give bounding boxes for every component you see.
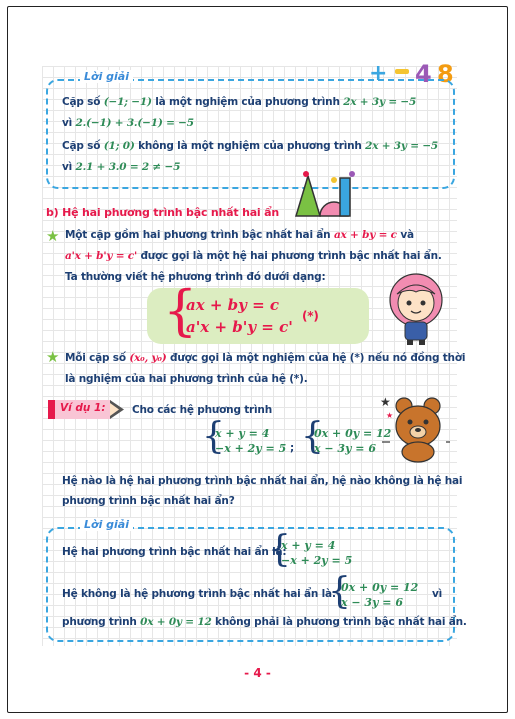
general-system-brace: { bbox=[163, 279, 198, 342]
example1-sysB-brace: { bbox=[301, 416, 324, 457]
example1-sysA-brace: { bbox=[202, 416, 225, 457]
svg-text:+: + bbox=[369, 61, 388, 86]
solution2-sysB: 0x + 0y = 12 x − 3y = 6 bbox=[341, 581, 419, 609]
solution2-sysB-brace: { bbox=[328, 571, 351, 612]
girl-character-illustration bbox=[383, 270, 449, 346]
example1-question-line1: Hệ nào là hệ hai phương trình bậc nhất hai ẩn, hệ nào không là hệ hai bbox=[62, 475, 463, 487]
example1-intro: Cho các hệ phương trình bbox=[132, 404, 272, 416]
solution1-line1: Cặp số (−1; −1) là một nghiệm của phương trình 2x + 3y = −5 bbox=[62, 96, 417, 108]
solution-label-2: Lời giải bbox=[80, 518, 133, 531]
geometry-tools-illustration bbox=[290, 168, 360, 220]
solution2-line2: Hệ không là hệ phương trình bậc nhất hai ẩn là: bbox=[62, 588, 336, 600]
svg-text:8: 8 bbox=[437, 60, 454, 88]
solution2-sysA-brace: { bbox=[268, 529, 291, 570]
section-b-p1-line2: a'x + b'y = c' được gọi là một hệ hai phương trình bậc nhất hai ẩn. bbox=[65, 250, 442, 262]
example1-separator: ; bbox=[290, 442, 294, 454]
star-bullet-icon: ★ bbox=[46, 227, 60, 245]
star-bullet-icon: ★ bbox=[46, 348, 60, 366]
example1-sysB: 0x + 0y = 12 x − 3y = 6 bbox=[314, 427, 392, 455]
solution1-line3: Cặp số (1; 0) không là một nghiệm của phương trình 2x + 3y = −5 bbox=[62, 140, 439, 152]
page-number: - 4 - bbox=[244, 666, 271, 680]
general-system: ax + by = c a'x + b'y = c' bbox=[186, 296, 293, 336]
section-b-p1-line1: Một cặp gồm hai phương trình bậc nhất hai ẩn ax + by = c và bbox=[65, 229, 414, 241]
section-b-p2-line1: Mỗi cặp số (x₀, y₀) được gọi là một nghiệm của hệ (*) nếu nó đồng thời bbox=[65, 352, 466, 364]
solution-label-1: Lời giải bbox=[80, 70, 133, 83]
bear-character-illustration bbox=[378, 392, 450, 464]
example-label-tag: Ví dụ 1: bbox=[48, 400, 124, 419]
section-b-p1-line3: Ta thường viết hệ phương trình đó dưới dạng: bbox=[65, 271, 326, 283]
section-b-heading: b) Hệ hai phương trình bậc nhất hai ẩn bbox=[46, 206, 279, 219]
svg-text:★: ★ bbox=[386, 411, 394, 420]
section-b-p2-line2: là nghiệm của hai phương trình của hệ (*). bbox=[65, 373, 308, 385]
solution2-sysA: x + y = 4 −x + 2y = 5 bbox=[281, 539, 353, 567]
solution2-line3: phương trình 0x + 0y = 12 không phải là phương trình bậc nhất hai ẩn. bbox=[62, 616, 467, 628]
solution1-line4: vì 2.1 + 3.0 = 2 ≠ −5 bbox=[62, 161, 181, 173]
svg-text:4: 4 bbox=[415, 60, 432, 88]
solution1-line2: vì 2.(−1) + 3.(−1) = −5 bbox=[62, 117, 194, 129]
svg-text:★: ★ bbox=[380, 395, 391, 409]
system-tag: (*) bbox=[302, 309, 319, 323]
solution2-line2-end: vì bbox=[432, 588, 443, 600]
solution2-line1: Hệ hai phương trình bậc nhất hai ẩn là: bbox=[62, 546, 287, 558]
example1-sysA: x + y = 4 −x + 2y = 5 bbox=[215, 427, 287, 455]
example1-question-line2: phương trình bậc nhất hai ẩn? bbox=[62, 495, 235, 507]
